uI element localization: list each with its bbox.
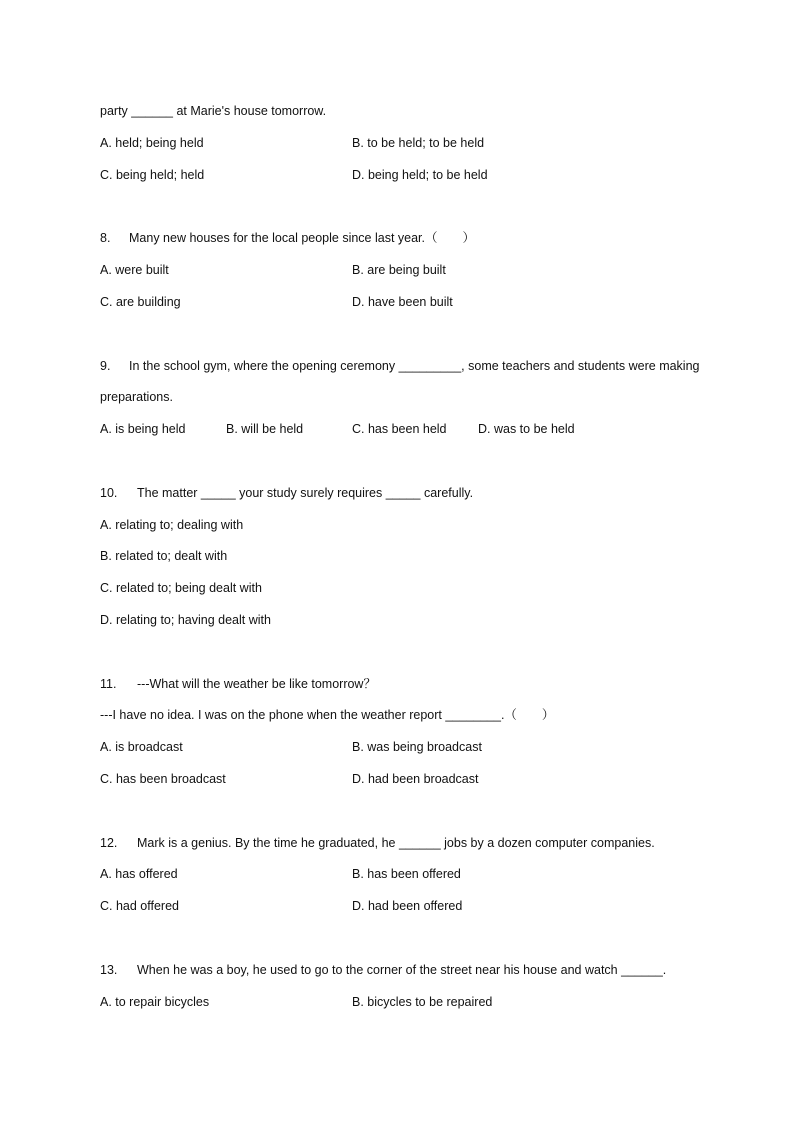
q9-stem xyxy=(100,358,699,374)
q8-stem xyxy=(100,230,475,246)
q11-option-b: B. was being broadcast xyxy=(352,740,482,754)
q11-stem xyxy=(100,676,376,692)
q8-option-c: C. are building xyxy=(100,295,181,309)
q13-option-b: B. bicycles to be repaired xyxy=(352,995,493,1009)
question-number: 11. xyxy=(100,677,117,691)
q10-option-c: C. related to; being dealt with xyxy=(100,581,262,595)
q12-option-b: B. has been offered xyxy=(352,867,461,881)
q9-option-a: A. is being held xyxy=(100,422,186,436)
question-text: In the school gym, where the opening ceremony _________, some teachers and students were making xyxy=(129,359,700,373)
q8-option-b: B. are being built xyxy=(352,263,446,277)
q10-option-a: A. relating to; dealing with xyxy=(100,518,244,532)
q7-option-d: D. being held; to be held xyxy=(352,168,488,182)
q11-option-d: D. had been broadcast xyxy=(352,772,479,786)
q12-option-c: C. had offered xyxy=(100,899,179,913)
q7-stem-tail: party ______ at Marie's house tomorrow. xyxy=(100,104,327,118)
question-number: 13. xyxy=(100,963,118,977)
q7-option-a: A. held; being held xyxy=(100,136,204,150)
q10-option-b: B. related to; dealt with xyxy=(100,549,228,563)
q13-option-a: A. to repair bicycles xyxy=(100,995,210,1009)
q7-option-b: B. to be held; to be held xyxy=(352,136,485,150)
question-text: Mark is a genius. By the time he graduated, he ______ jobs by a dozen computer companies. xyxy=(137,836,655,850)
q10-stem xyxy=(100,485,473,501)
q12-option-d: D. had been offered xyxy=(352,899,463,913)
question-number: 12. xyxy=(100,836,118,850)
question-text: ---What will the weather be like tomorrow？ xyxy=(137,677,376,691)
question-text: When he was a boy, he used to go to the corner of the street near his house and watch ______. xyxy=(137,963,667,977)
q9-option-d: D. was to be held xyxy=(478,422,575,436)
q12-stem xyxy=(100,835,655,851)
q9-stem-line2: preparations. xyxy=(100,390,173,404)
question-number: 8. xyxy=(100,231,111,245)
question-text: Many new houses for the local people since last year.（ ） xyxy=(129,231,476,245)
question-number: 9. xyxy=(100,359,111,373)
question-number: 10. xyxy=(100,486,118,500)
q8-option-d: D. have been built xyxy=(352,295,453,309)
q11-option-a: A. is broadcast xyxy=(100,740,183,754)
q9-option-c: C. has been held xyxy=(352,422,447,436)
q13-stem xyxy=(100,962,666,978)
q12-option-a: A. has offered xyxy=(100,867,178,881)
question-text: The matter _____ your study surely requires _____ carefully. xyxy=(137,486,474,500)
q9-option-b: B. will be held xyxy=(226,422,304,436)
q10-option-d: D. relating to; having dealt with xyxy=(100,613,271,627)
q7-option-c: C. being held; held xyxy=(100,168,205,182)
q11-stem-line2: ---I have no idea. I was on the phone when the weather report ________.（ ） xyxy=(100,708,555,722)
q11-option-c: C. has been broadcast xyxy=(100,772,226,786)
q8-option-a: A. were built xyxy=(100,263,169,277)
